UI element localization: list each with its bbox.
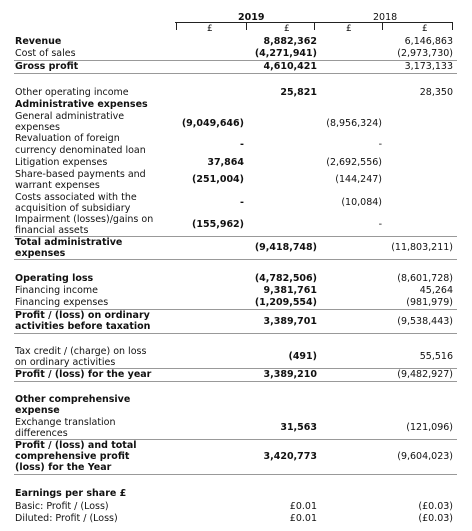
currency-symbol: £: [207, 24, 213, 34]
basic-eps-2018: (£0.03): [418, 501, 453, 512]
tax-2018: 55,516: [419, 351, 453, 362]
currency-symbol: £: [346, 24, 352, 34]
total-comprehensive-label-3: (loss) for the Year: [15, 462, 112, 473]
general-admin-2018: (8,956,324): [326, 118, 382, 129]
exchange-translation-label: Exchange translation: [15, 417, 116, 428]
profit-before-tax-label: Profit / (loss) on ordinary: [15, 310, 150, 321]
financing-expenses-2018: (981,979): [406, 297, 453, 308]
general-admin-2019: (9,049,646): [181, 118, 244, 129]
other-income-2019: 25,821: [280, 87, 317, 98]
revaluation-label-2: currency denominated loan: [15, 145, 146, 156]
header-tick: [246, 22, 247, 30]
impairment-2019: (155,962): [192, 219, 244, 230]
financing-income-2019: 9,381,761: [263, 285, 317, 296]
admin-expenses-heading: Administrative expenses: [15, 99, 148, 110]
tax-label: Tax credit / (charge) on loss: [15, 346, 147, 357]
litigation-2018: (2,692,556): [326, 157, 382, 168]
gross-profit-label: Gross profit: [15, 61, 79, 72]
litigation-2019: 37,864: [207, 157, 244, 168]
header-tick: [314, 22, 315, 30]
other-income-2018: 28,350: [419, 87, 453, 98]
row-rule: [14, 381, 457, 382]
financing-income-2018: 45,264: [419, 285, 453, 296]
general-admin-label-2: expenses: [15, 122, 60, 133]
oci-heading: Other comprehensive: [15, 394, 131, 405]
currency-symbol: £: [422, 24, 428, 34]
tax-2019: (491): [288, 351, 317, 362]
acquisition-costs-label: Costs associated with the: [15, 192, 137, 203]
row-rule: [14, 73, 457, 74]
year-2019-header: 2019: [238, 12, 265, 23]
row-rule: [14, 259, 457, 260]
other-income-label: Other operating income: [15, 87, 129, 98]
revenue-2019: 8,882,362: [263, 36, 317, 47]
total-comprehensive-2019: 3,420,773: [263, 451, 317, 462]
total-comprehensive-label-2: comprehensive profit: [15, 451, 130, 462]
financing-income-label: Financing income: [15, 285, 99, 296]
cost-of-sales-label: Cost of sales: [15, 48, 76, 59]
tax-label-2: on ordinary activities: [15, 357, 116, 368]
acquisition-costs-2019: -: [240, 197, 244, 208]
year-2018-header: 2018: [373, 12, 398, 23]
profit-before-tax-label-2: activities before taxation: [15, 321, 151, 332]
total-comprehensive-label: Profit / (loss) and total: [15, 440, 137, 451]
impairment-2018: -: [378, 219, 382, 230]
cost-of-sales-2019: (4,271,941): [254, 48, 317, 59]
litigation-label: Litigation expenses: [15, 157, 108, 168]
row-rule: [14, 474, 457, 475]
eps-heading: Earnings per share £: [15, 488, 127, 499]
diluted-eps-label: Diluted: Profit / (Loss): [15, 513, 118, 524]
diluted-eps-2018: (£0.03): [418, 513, 453, 524]
share-based-label: Share-based payments and: [15, 169, 146, 180]
impairment-label-2: financial assets: [15, 225, 89, 236]
row-rule: [14, 333, 457, 334]
revaluation-label: Revaluation of foreign: [15, 133, 120, 144]
exchange-translation-label-2: differences: [15, 428, 68, 439]
gross-profit-2018: 3,173,133: [404, 61, 453, 72]
impairment-label: Impairment (losses)/gains on: [15, 214, 154, 225]
share-based-label-2: warrant expenses: [15, 180, 100, 191]
acquisition-costs-label-2: acquisition of subsidiary: [15, 203, 131, 214]
total-admin-label: Total administrative: [15, 237, 123, 248]
total-admin-2019: (9,418,748): [254, 242, 317, 253]
general-admin-label: General administrative: [15, 111, 125, 122]
financing-expenses-label: Financing expenses: [15, 297, 109, 308]
total-admin-label-2: expenses: [15, 248, 66, 259]
basic-eps-label: Basic: Profit / (Loss): [15, 501, 109, 512]
total-comprehensive-2018: (9,604,023): [397, 451, 453, 462]
header-tick: [452, 22, 453, 30]
profit-before-tax-2019: 3,389,701: [263, 316, 317, 327]
revenue-2018: 6,146,863: [404, 36, 453, 47]
gross-profit-2019: 4,610,421: [263, 61, 317, 72]
total-admin-2018: (11,803,211): [391, 242, 453, 253]
operating-loss-2018: (8,601,728): [397, 273, 453, 284]
revenue-label: Revenue: [15, 36, 62, 47]
oci-heading-2: expense: [15, 405, 60, 416]
revaluation-2018: -: [378, 139, 382, 150]
share-based-2019: (251,004): [192, 174, 244, 185]
cost-of-sales-2018: (2,973,730): [397, 48, 453, 59]
currency-symbol: £: [284, 24, 290, 34]
profit-for-year-label: Profit / (loss) for the year: [15, 369, 152, 380]
profit-for-year-2019: 3,389,210: [263, 369, 317, 380]
financing-expenses-2019: (1,209,554): [254, 297, 317, 308]
share-based-2018: (144,247): [335, 174, 382, 185]
profit-for-year-2018: (9,482,927): [397, 369, 453, 380]
acquisition-costs-2018: (10,084): [341, 197, 382, 208]
header-tick: [382, 22, 383, 30]
exchange-translation-2018: (121,096): [406, 422, 453, 433]
revaluation-2019: -: [240, 139, 244, 150]
profit-before-tax-2018: (9,538,443): [397, 316, 453, 327]
basic-eps-2019: £0.01: [289, 501, 317, 512]
exchange-translation-2019: 31,563: [280, 422, 317, 433]
operating-loss-2019: (4,782,506): [254, 273, 317, 284]
operating-loss-label: Operating loss: [15, 273, 94, 284]
diluted-eps-2019: £0.01: [289, 513, 317, 524]
header-tick: [176, 22, 177, 30]
